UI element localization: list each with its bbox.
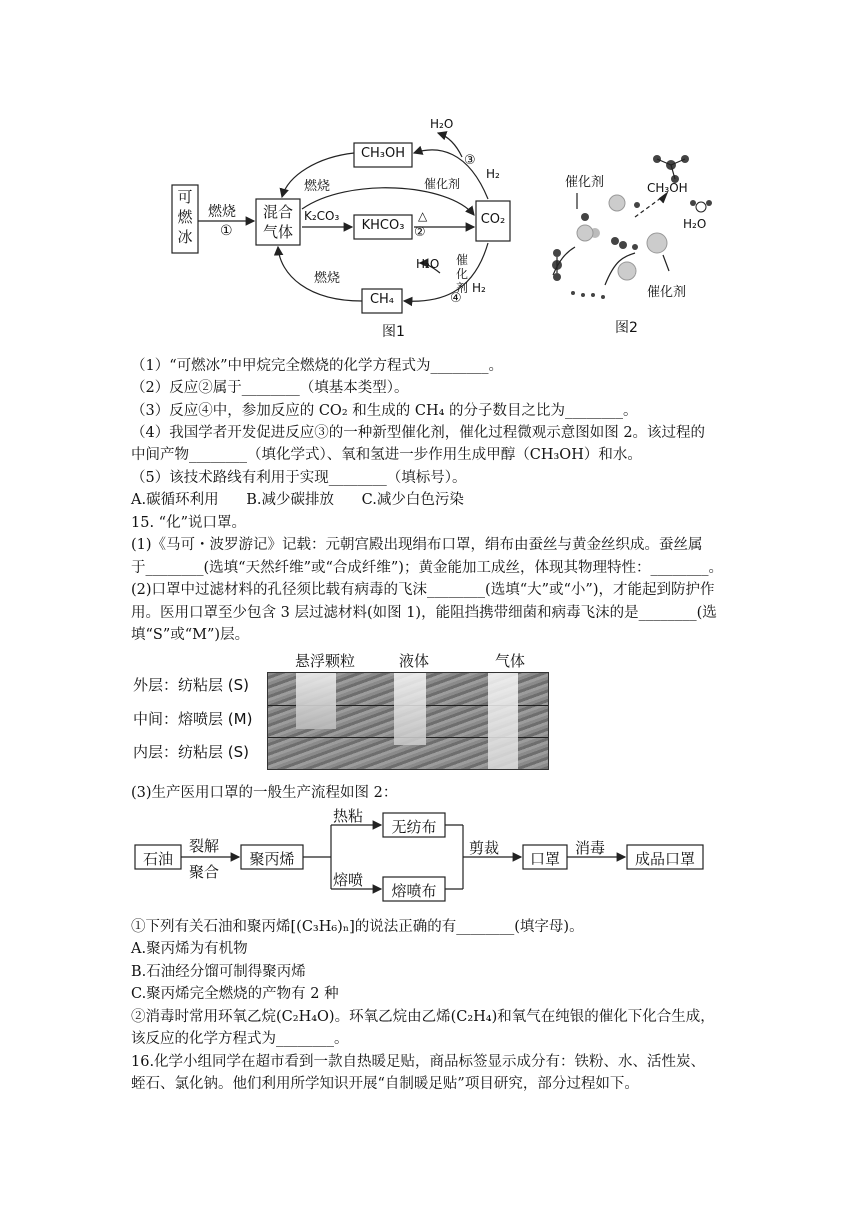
figure-2-caption: 图2	[615, 320, 638, 336]
fig2-label-water: H₂O	[683, 217, 707, 231]
label-burn-bottom: 燃烧	[314, 271, 341, 286]
q15-p3-option-b: B.石油经分馏可制得聚丙烯	[131, 964, 306, 980]
flow-crack: 裂解	[189, 837, 220, 855]
q14-item-5: （5）该技术路线有利用于实现________（填标号）。	[131, 470, 467, 486]
q15-p3: (3)生产医用口罩的一般生产流程如图 2：	[131, 785, 398, 801]
flow-meltblown: 熔喷布	[391, 882, 437, 900]
flow-disinfect: 消毒	[575, 839, 606, 857]
mask-layer-middle: 中间：熔喷层 (M)	[133, 710, 253, 728]
mask-layer-outer: 外层：纺粘层 (S)	[133, 676, 249, 694]
box-methanol: CH₃OH	[360, 146, 406, 161]
flow-polymerize: 聚合	[189, 863, 220, 881]
figure-2-catalysis-diagram	[545, 145, 730, 345]
mask-col-gas: 气体	[495, 652, 526, 670]
q15-title: 15. “化”说口罩。	[131, 515, 246, 531]
label-heat: △	[418, 209, 428, 223]
flow-petroleum: 石油	[142, 850, 173, 868]
label-h2o-top: H₂O	[430, 117, 454, 131]
figure-1-caption: 图1	[382, 324, 405, 340]
flow-mask: 口罩	[529, 850, 560, 868]
q15-p3-1: ①下列有关石油和聚丙烯[(C₃H₆)ₙ]的说法正确的有________(填字母)。	[131, 919, 584, 935]
mask-layer-image	[267, 672, 549, 770]
q15-p2b: 用。医用口罩至少包含 3 层过滤材料(如图 1)，能阻挡携带细菌和病毒飞沫的是________(选	[131, 605, 717, 621]
box-khco3: KHCO₃	[361, 218, 405, 233]
label-step4: ④	[450, 291, 462, 306]
flow-polypropylene: 聚丙烯	[249, 850, 295, 868]
q15-p3-2a: ②消毒时常用环氧乙烷(C₂H₄O)。环氧乙烷由乙烯(C₂H₄)和氧气在纯银的催化下化合生成，	[131, 1009, 715, 1025]
label-catalyst-top: 催化剂	[424, 177, 461, 191]
flow-nonwoven: 无纺布	[391, 818, 437, 836]
q15-p2c: 填“S”或“M”)层。	[131, 627, 250, 643]
figure-1-cycle-diagram	[168, 105, 520, 345]
label-burn-top: 燃烧	[304, 179, 331, 194]
flow-melt-blow: 熔喷	[333, 871, 364, 889]
q14-item-4-cont: 中间产物________（填化学式）、氧和氢进一步作用生成甲醇（CH₃OH）和水。	[131, 447, 642, 463]
q15-p1b: 于________(选填“天然纤维”或“合成纤维”)；黄金能加工成丝，体现其物理特性：________。	[131, 560, 723, 576]
label-step1: ①	[220, 223, 233, 239]
label-h2o-mid: H₂O	[416, 257, 440, 271]
label-step3: ③	[464, 153, 476, 168]
q16-line-2: 蛭石、氯化钠。他们利用所学知识开展“自制暖足贴”项目研究，部分过程如下。	[131, 1076, 639, 1092]
q15-p1a: (1)《马可・波罗游记》记载：元朝宫殿出现绢布口罩，绢布由蚕丝与黄金丝织成。蚕丝属	[131, 537, 703, 553]
flow-cut: 剪裁	[469, 839, 500, 857]
mask-layers-figure	[131, 648, 551, 772]
q14-item-4: （4）我国学者开发促进反应③的一种新型催化剂，催化过程微观示意图如图 2。该过程的	[131, 425, 706, 441]
q14-item-3: （3）反应④中，参加反应的 CO₂ 和生成的 CH₄ 的分子数目之比为________。	[131, 403, 638, 419]
mask-col-liquid: 液体	[399, 652, 430, 670]
box-co2: CO₂	[480, 212, 506, 227]
q15-p3-2b: 该反应的化学方程式为________。	[131, 1031, 349, 1047]
q16-line-1: 16.化学小组同学在超市看到一款自热暖足贴，商品标签显示成分有：铁粉、水、活性炭、	[131, 1054, 706, 1070]
arrow-gas	[488, 673, 518, 769]
label-h2-top: H₂	[486, 167, 500, 181]
arrow-particles	[296, 673, 336, 729]
arrow-liquid	[394, 673, 426, 745]
q15-p3-option-c: C.聚丙烯完全燃烧的产物有 2 种	[131, 986, 339, 1002]
label-k2co3: K₂CO₃	[304, 209, 340, 223]
q14-options: A.碳循环利用 B.减少碳排放 C.减少白色污染	[131, 492, 464, 508]
q14-item-1: （1）“可燃冰”中甲烷完全燃烧的化学方程式为________。	[131, 358, 504, 374]
fig2-label-catalyst-top: 催化剂	[565, 175, 605, 190]
mask-production-flow	[131, 805, 711, 905]
q15-p3-option-a: A.聚丙烯为有机物	[131, 941, 248, 957]
label-h2-bottom: H₂	[472, 281, 486, 295]
flow-product: 成品口罩	[634, 850, 695, 868]
fig2-label-catalyst-bottom: 催化剂	[647, 285, 687, 300]
mask-col-particles: 悬浮颗粒	[295, 652, 356, 670]
box-mixed-gas: 混合气体	[262, 203, 293, 241]
flow-hot-bond: 热粘	[333, 807, 364, 825]
label-catalyst-mid: 催化剂	[456, 253, 469, 295]
label-burn-left: 燃烧	[208, 204, 236, 220]
box-ice: 可燃冰	[177, 188, 193, 246]
fig2-label-methanol: CH₃OH	[647, 181, 688, 195]
box-ch4: CH₄	[369, 292, 395, 307]
mask-layer-inner: 内层：纺粘层 (S)	[133, 743, 249, 761]
q14-item-2: （2）反应②属于________（填基本类型）。	[131, 380, 409, 396]
q15-p2a: (2)口罩中过滤材料的孔径须比载有病毒的飞沫________(选填“大”或“小”)，才能起到防护作	[131, 582, 715, 598]
label-step2: ②	[414, 225, 426, 240]
